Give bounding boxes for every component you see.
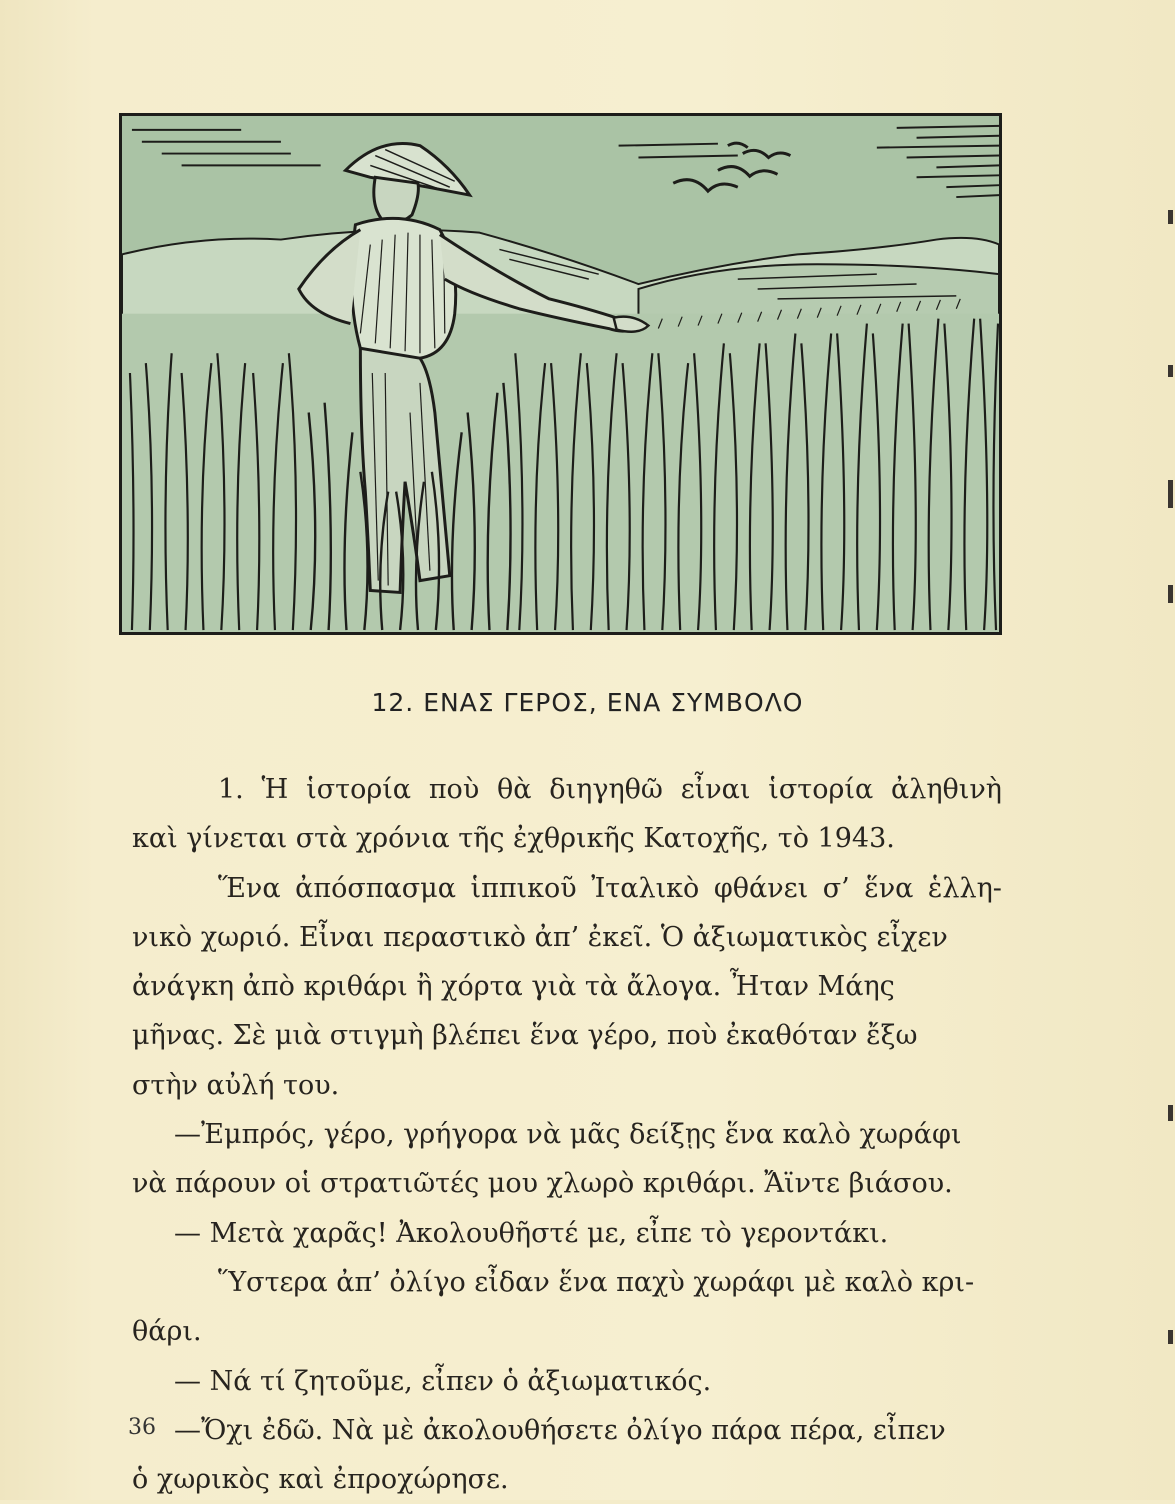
text-line: καὶ γίνεται στὰ χρόνια τῆς ἐχθρικῆς Κατοχῆς, τὸ 1943. xyxy=(132,823,895,855)
text-line: —Ἐμπρός, γέρο, γρήγορα νὰ μᾶς δείξῃς ἕνα καλὸ χωράφι xyxy=(174,1119,962,1151)
text-line: στὴν αὐλή του. xyxy=(132,1069,340,1101)
text-line: νὰ πάρουν οἱ στρατιῶτές μου χλωρὸ κριθάρι. Ἄϊντε βιάσου. xyxy=(132,1168,953,1200)
word: φθάνει xyxy=(713,872,809,904)
word: εἶναι xyxy=(680,774,751,805)
word: ποὺ xyxy=(428,774,480,805)
word: ἱστορία xyxy=(768,774,874,805)
illustration-svg xyxy=(122,116,999,632)
word: σ’ xyxy=(822,872,850,904)
farmer-wheat-field-illustration xyxy=(119,113,1002,635)
word: ἱστορία xyxy=(306,774,412,805)
text-line xyxy=(132,864,1002,913)
word: θὰ xyxy=(497,774,532,805)
edge-mark xyxy=(1168,210,1173,224)
edge-mark xyxy=(1168,480,1173,508)
edge-mark xyxy=(1168,585,1173,603)
text-line: Ὕστερα ἀπ’ ὀλίγο εἶδαν ἕνα παχὺ χωράφι μὲ καλὸ κρι- xyxy=(218,1266,975,1298)
chapter-title: 12. ΕΝΑΣ ΓΕΡΟΣ, ΕΝΑ ΣΥΜΒΟΛΟ xyxy=(371,688,804,717)
text-line: θάρι. xyxy=(132,1316,202,1348)
word: ἱππικοῦ xyxy=(470,872,577,904)
text-line: νικὸ χωριό. Εἶναι περαστικὸ ἀπ’ ἐκεῖ. Ὁ ἀξιωματικὸς εἶχεν xyxy=(132,921,948,953)
text-line: ὁ χωρικὸς καὶ ἐπροχώρησε. xyxy=(132,1464,509,1496)
edge-mark xyxy=(1168,365,1173,377)
text-line: — Νά τί ζητοῦμε, εἶπεν ὁ ἀξιωματικός. xyxy=(174,1365,712,1397)
text-line xyxy=(132,765,1002,814)
word: Ἰταλικὸ xyxy=(591,872,700,904)
word: ἑλλη- xyxy=(927,872,1002,904)
page-number: 36 xyxy=(128,1415,156,1440)
edge-mark xyxy=(1168,1330,1173,1344)
word: ἕνα xyxy=(864,872,914,904)
text-line: ἀνάγκη ἀπὸ κριθάρι ἢ χόρτα γιὰ τὰ ἄλογα. Ἦταν Μάης xyxy=(132,971,895,1003)
word: ἀπόσπασμα xyxy=(295,872,456,904)
word: ἀληθινὴ xyxy=(890,774,1002,805)
word: διηγηθῶ xyxy=(549,774,663,805)
edge-mark xyxy=(1168,1105,1173,1121)
word: 1. xyxy=(218,774,244,805)
text-line: μῆνας. Σὲ μιὰ στιγμὴ βλέπει ἕνα γέρο, ποὺ ἐκαθόταν ἔξω xyxy=(132,1020,918,1052)
word: Ἕνα xyxy=(218,872,281,904)
text-line: — Μετὰ χαρᾶς! Ἀκολουθῆστέ με, εἶπε τὸ γεροντάκι. xyxy=(174,1217,889,1249)
text-line: —Ὄχι ἐδῶ. Νὰ μὲ ἀκολουθήσετε ὀλίγο πάρα πέρα, εἶπεν xyxy=(174,1414,946,1446)
story-text xyxy=(132,765,1002,1504)
word: Ἡ xyxy=(261,774,289,805)
